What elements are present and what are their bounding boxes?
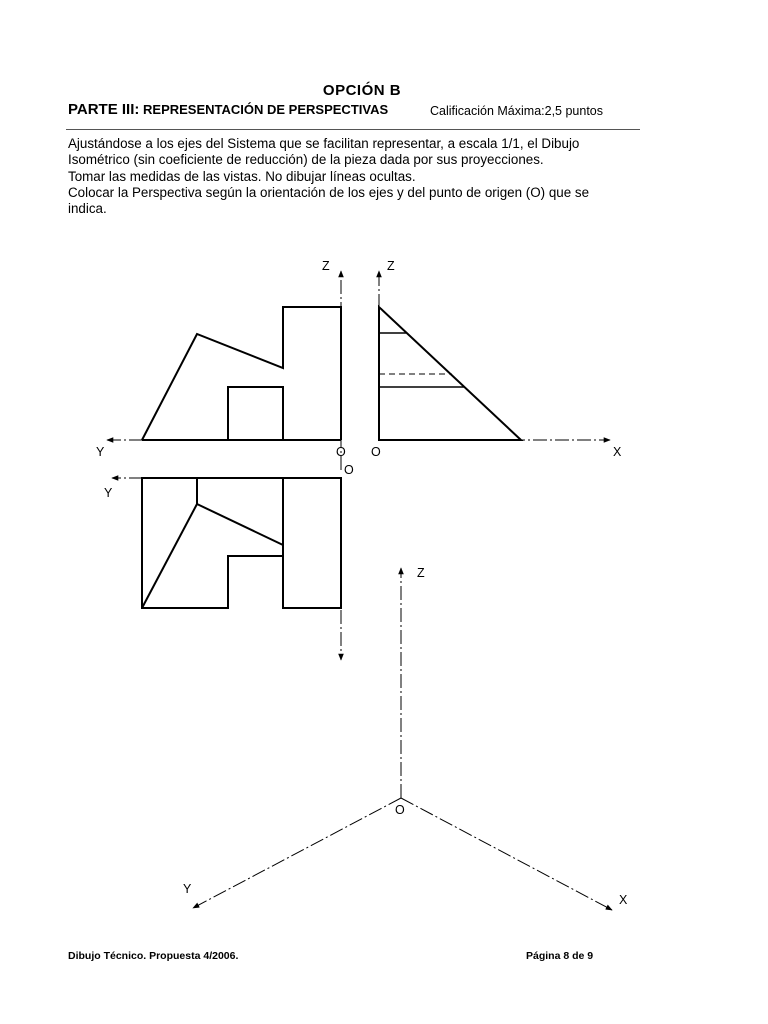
side-origin-label: O — [371, 445, 381, 459]
plan-view-outline — [142, 478, 341, 608]
statement-line-4: Colocar la Perspectiva según la orientación de los ejes y del punto de origen (O) que se — [68, 184, 590, 200]
page-number: Página 8 de 9 — [526, 950, 594, 962]
iso-z-label: Z — [417, 566, 425, 580]
iso-y-label: Y — [183, 882, 192, 896]
front-origin-label: O — [336, 445, 346, 459]
iso-x-label: X — [619, 893, 628, 907]
front-z-label: Z — [322, 259, 330, 273]
iso-y-axis — [193, 798, 401, 908]
front-y-label: Y — [96, 445, 105, 459]
max-grade: Calificación Máxima:2,5 puntos — [430, 104, 603, 118]
side-z-label: Z — [387, 259, 395, 273]
statement-line-2: Isométrico (sin coeficiente de reducción) de la pieza dada por sus proyecciones. — [68, 152, 544, 168]
iso-origin-label: O — [395, 803, 405, 817]
footer-course: Dibujo Técnico. Propuesta 4/2006. — [68, 950, 239, 962]
statement-line-3: Tomar las medidas de las vistas. No dibujar líneas ocultas. — [68, 168, 416, 184]
plan-origin-label: O — [344, 463, 354, 477]
plan-view-slope-edge — [197, 504, 283, 545]
statement-line-1: Ajustándose a los ejes del Sistema que se facilitan representar, a escala 1/1, el Dibujo — [68, 136, 580, 151]
iso-x-axis — [401, 798, 612, 910]
front-view-outline — [142, 307, 341, 440]
plan-view-diagonal — [142, 504, 197, 608]
side-x-label: X — [613, 445, 622, 459]
front-view-notch — [228, 387, 283, 440]
plan-y-label: Y — [104, 486, 113, 500]
part-number: PARTE III: — [68, 101, 140, 118]
part-title: REPRESENTACIÓN DE PERSPECTIVAS — [143, 102, 389, 117]
option-title: OPCIÓN B — [322, 82, 402, 99]
statement-line-5: indica. — [68, 201, 107, 217]
